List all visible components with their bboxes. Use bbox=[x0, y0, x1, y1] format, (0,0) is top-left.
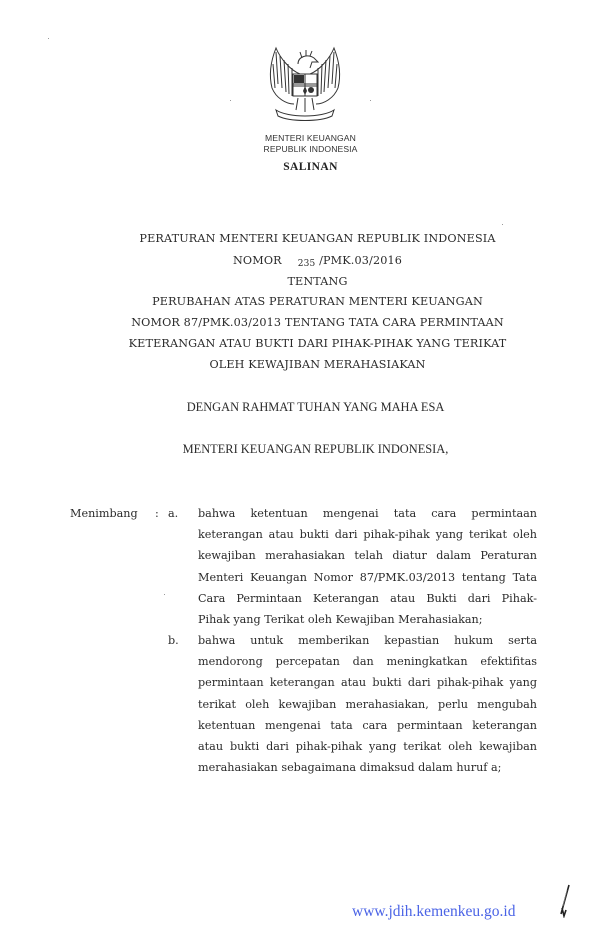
menimbang-colon: : bbox=[155, 507, 159, 520]
nomor-label: NOMOR bbox=[232, 254, 282, 267]
handwritten-initial-icon bbox=[558, 884, 572, 918]
scan-speck bbox=[164, 594, 165, 595]
letterhead-line-1: MENTERI KEUANGAN bbox=[265, 133, 356, 143]
paragraph-line: atau bukti dari pihak-pihak yang terikat oleh kewajiban bbox=[198, 739, 537, 753]
subject-line-3: KETERANGAN ATAU BUKTI DARI PIHAK-PIHAK YANG TERIKAT bbox=[128, 337, 507, 350]
tentang-heading: TENTANG bbox=[287, 275, 348, 288]
consideration-item-b bbox=[198, 630, 537, 778]
paragraph-line: ketentuan mengenai tata cara permintaan keterangan bbox=[198, 718, 537, 732]
paragraph-line: permintaan keterangan atau bukti dari pihak-pihak yang bbox=[198, 676, 537, 690]
paragraph-line: Cara Permintaan Keterangan atau Bukti dari Pihak- bbox=[198, 591, 537, 605]
issuing-authority: MENTERI KEUANGAN REPUBLIK INDONESIA, bbox=[182, 442, 449, 456]
nomor-suffix: /PMK.03/2016 bbox=[319, 254, 403, 267]
item-marker-b: b. bbox=[168, 634, 179, 647]
letterhead-line-2: REPUBLIK INDONESIA bbox=[263, 144, 358, 154]
scan-speck bbox=[48, 38, 49, 39]
jdih-website-link[interactable]: www.jdih.kemenkeu.go.id bbox=[352, 903, 516, 920]
paragraph-line: Pihak yang Terikat oleh Kewajiban Merahasiakan; bbox=[198, 612, 483, 626]
scan-speck bbox=[230, 100, 231, 101]
regulation-title: PERATURAN MENTERI KEUANGAN REPUBLIK INDONESIA bbox=[139, 232, 496, 245]
menimbang-label: Menimbang bbox=[70, 507, 138, 520]
garuda-emblem-icon bbox=[262, 44, 348, 128]
paragraph-line: keterangan atau bukti dari pihak-pihak yang terikat oleh bbox=[198, 528, 537, 542]
paragraph-line: bahwa untuk memberikan kepastian hukum serta bbox=[198, 634, 537, 647]
nomor-number: 235 bbox=[297, 259, 316, 269]
scan-speck bbox=[502, 224, 503, 225]
paragraph-line: mendorong percepatan dan meningkatkan efektifitas bbox=[198, 655, 537, 669]
invocation: DENGAN RAHMAT TUHAN YANG MAHA ESA bbox=[186, 400, 445, 414]
item-marker-a: a. bbox=[168, 507, 179, 520]
paragraph-line: bahwa ketentuan mengenai tata cara permintaan bbox=[198, 507, 537, 520]
scan-speck bbox=[370, 100, 371, 101]
regulation-number bbox=[12, 254, 611, 267]
paragraph-line: merahasiakan sebagaimana dimaksud dalam huruf a; bbox=[198, 761, 502, 775]
subject-line-2: NOMOR 87/PMK.03/2013 TENTANG TATA CARA PERMINTAAN bbox=[131, 316, 504, 329]
paragraph-line: Menteri Keuangan Nomor 87/PMK.03/2013 tentang Tata bbox=[198, 570, 537, 584]
subject-line-4: OLEH KEWAJIBAN MERAHASIAKAN bbox=[209, 358, 426, 371]
paragraph-line: kewajiban merahasiakan telah diatur dalam Peraturan bbox=[198, 549, 537, 563]
consideration-item-a bbox=[198, 503, 537, 630]
subject-line-1: PERUBAHAN ATAS PERATURAN MENTERI KEUANGAN bbox=[152, 295, 483, 308]
paragraph-line: terikat oleh kewajiban merahasiakan, perlu mengubah bbox=[198, 697, 537, 711]
salinan-stamp: SALINAN bbox=[283, 161, 338, 173]
